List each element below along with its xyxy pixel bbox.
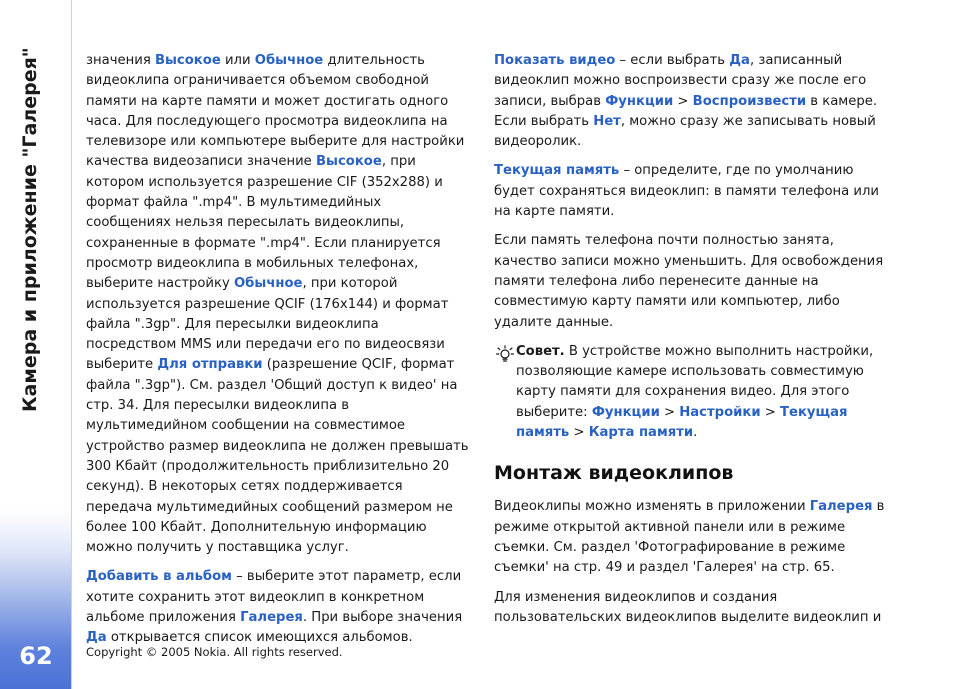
tip-text <box>516 344 873 440</box>
menu-term: Высокое <box>316 154 382 170</box>
text-run: , записанный видеоклип можно воспроизвести сразу же после его записи, выбрав <box>494 53 867 109</box>
text-run: Видеоклипы можно изменять в приложении <box>494 499 810 515</box>
menu-term: Для отправки <box>157 357 263 373</box>
text-run: , при котором используется разрешение CIF (352x288) и формат файла ".mp4". В мультимедийных сообщениях нельзя пересылать видеоклипы, сохраненные в формате ".mp4". Если планируется просмотр видеоклипа в мобильных телефонах, выберите настройку <box>86 154 443 292</box>
text-run: > <box>760 404 781 420</box>
menu-term: Да <box>729 53 750 68</box>
paragraph-add-to-album <box>86 567 470 648</box>
menu-term: Функции <box>591 404 660 420</box>
section-heading: Монтаж видеоклипов <box>494 462 734 485</box>
text-run: значения <box>86 53 155 68</box>
text-run: в режиме открытой активной панели или в режиме съемки. См. раздел 'Фотографирование в режиме съемки' на стр. 49 и раздел 'Галерея' на стр. 65. <box>494 499 885 576</box>
copyright-footer: Copyright © 2005 Nokia. All rights reserved. <box>86 645 343 659</box>
tip-block <box>494 342 886 443</box>
menu-term: Высокое <box>154 53 221 68</box>
menu-term: Настройки <box>679 404 761 420</box>
menu-term: Воспроизвести <box>692 93 807 109</box>
text-run: , можно сразу же записывать новый видеоролик. <box>494 113 876 150</box>
sidebar <box>0 0 72 689</box>
menu-term: Показать видео <box>494 53 616 68</box>
text-run: Для изменения видеоклипов и создания пользовательских видеоклипов выделите видеоклип и <box>494 589 882 625</box>
menu-term: Обычное <box>233 276 303 292</box>
text-run: открывается список имеющихся альбомов. <box>106 630 413 646</box>
text-run: . При выборе значения <box>302 610 463 626</box>
menu-term: Текущая память <box>494 163 620 179</box>
text-run: – определите, где по умолчанию будет сохраняться видеоклип: в памяти телефона или на карте памяти. <box>494 163 880 220</box>
text-run: , при которой используется разрешение QCIF (176x144) и формат файла ".3gp". Для пересылки видеоклипа посредством MMS или передачи его по видеосвязи выберите <box>86 276 449 373</box>
text-run: . <box>693 425 698 441</box>
paragraph-create-clips <box>494 588 886 629</box>
menu-term: Текущая память <box>516 404 848 441</box>
text-run: – если выбрать <box>615 53 730 68</box>
paragraph-show-video <box>494 51 886 152</box>
text-run: > <box>673 93 693 109</box>
text-run: В устройстве можно выполнить настройки, позволяющие камере использовать совместимую карту памяти для сохранения видео. Для этого выберите: <box>516 343 874 420</box>
right-column <box>494 51 886 637</box>
menu-term: Обычное <box>254 53 324 68</box>
menu-term: Функции <box>605 93 674 109</box>
page-number: 62 <box>19 642 53 670</box>
text-run: или <box>220 53 255 68</box>
text-run: > <box>659 404 680 420</box>
tip-label: Совет. <box>516 343 565 359</box>
menu-term: Нет <box>593 113 621 129</box>
text-run: > <box>569 425 589 441</box>
menu-term: Галерея <box>240 610 303 626</box>
paragraph-memory-full <box>494 231 886 332</box>
menu-term: Галерея <box>809 499 873 515</box>
text-run: – выберите этот параметр, если хотите сохранить этот видеоклип в конкретном альбоме приложения <box>86 569 462 626</box>
paragraph-video-quality <box>86 51 470 558</box>
menu-term: Да <box>86 630 107 646</box>
left-column <box>86 51 470 658</box>
text-run: в камере. Если выбрать <box>494 93 878 129</box>
paragraph-memory-in-use <box>494 161 886 222</box>
text-run: Если память телефона почти полностью занята, качество записи можно уменьшить. Для освобождения памяти телефона либо перенесите данные на совместимую карту памяти или компьютер, либо удалите данные. <box>494 233 884 330</box>
menu-term: Добавить в альбом <box>86 569 232 585</box>
section-title: Камера и приложение "Галерея" <box>19 47 41 412</box>
menu-term: Карта памяти <box>588 425 694 441</box>
tip-lightbulb-icon <box>496 345 514 362</box>
text-run: длительность видеоклипа ограничивается объемом свободной памяти на карте памяти и может достигать одного часа. Для последующего просмотра видеоклипа на телевизоре или компьютере выберите для настройки качества видеозаписи значение <box>86 53 465 170</box>
text-run: (разрешение QCIF, формат файла ".3gp"). См. раздел 'Общий доступ к видео' на стр. 34. Для пересылки видеоклипа в мультимедийном сообщении на совместимое устройство размер видеоклипа не должен превышать 300 Кбайт (продолжительность приблизительно 20 секунд). В некоторых сетях поддерживается передача мультимедийных сообщений размером не более 100 Кбайт. Дополнительную информацию можно получить у поставщика услуг. <box>86 357 469 556</box>
paragraph-video-editing <box>494 497 886 578</box>
